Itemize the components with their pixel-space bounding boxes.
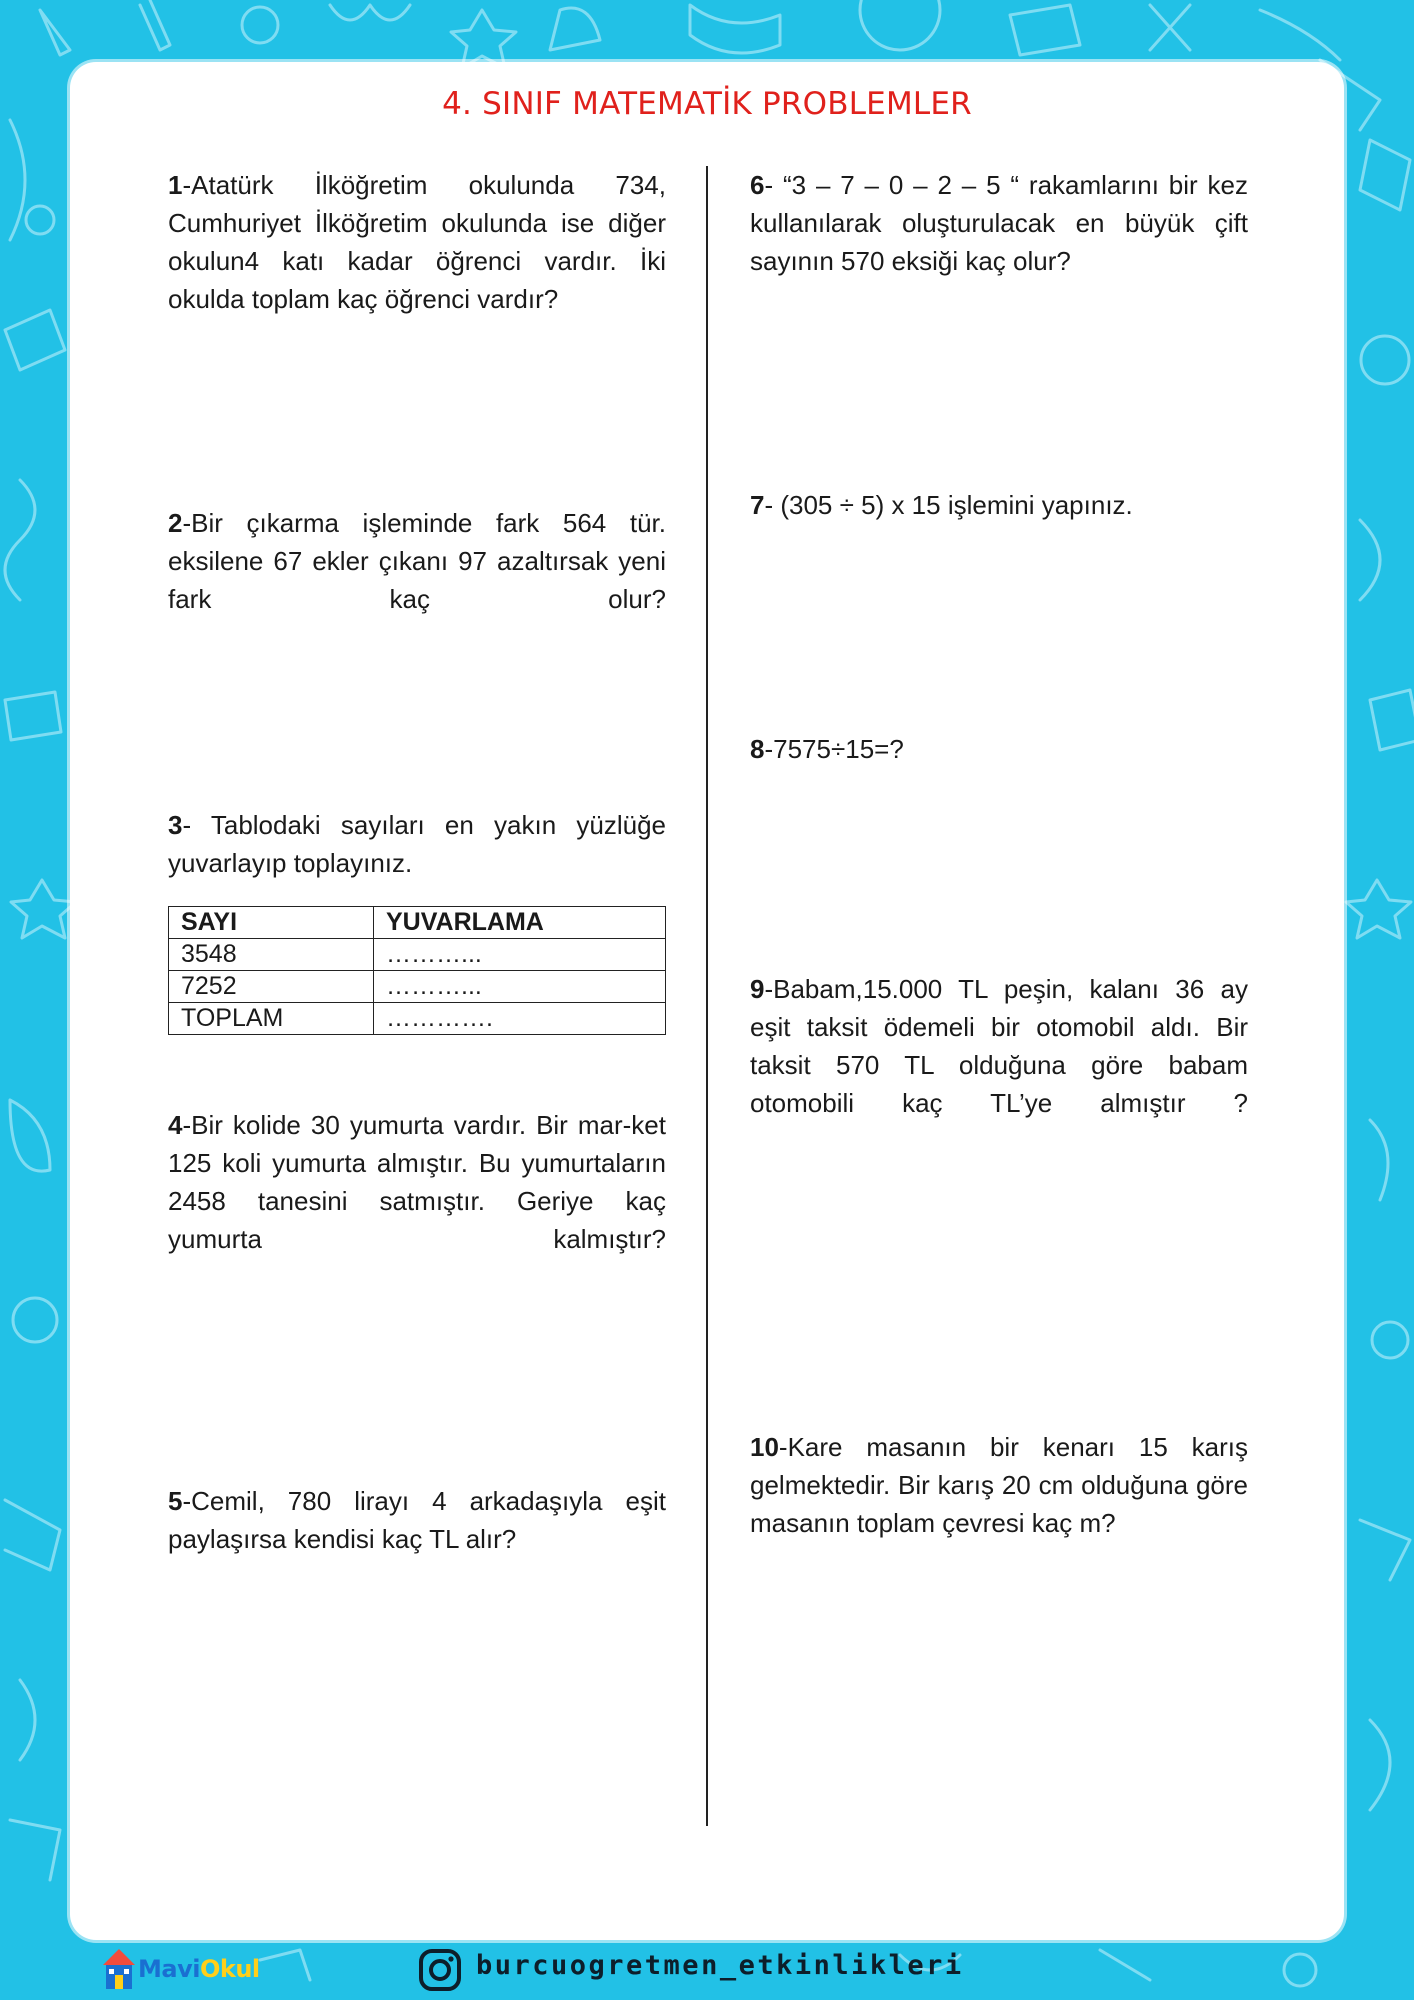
- column-divider: [706, 166, 708, 1826]
- table-header-row: [169, 907, 666, 939]
- question-3: [168, 806, 666, 882]
- question-text: -Bir çıkarma işleminde fark 564 tür. eksilene 67 ekler çıkanı 97 azaltırsak yeni fark kaç olur?: [168, 508, 666, 614]
- logo-text-okul: Okul: [199, 1955, 260, 1983]
- question-number: 3: [168, 810, 183, 840]
- table-row: [169, 1003, 666, 1035]
- table-row: [169, 939, 666, 971]
- question-text: - (305 ÷ 5) x 15 işlemini yapınız.: [764, 490, 1133, 520]
- question-number: 8: [750, 734, 765, 764]
- question-number: 7: [750, 490, 765, 520]
- question-text: -7575÷15=?: [764, 734, 904, 764]
- footer: [0, 1948, 1414, 1994]
- question-text: -Bir kolide 30 yumurta vardır. Bir mar-ket 125 koli yumurta almıştır. Bu yumurtaların 2458 tanesini satmıştır. Geriye kaç yumurta kalmıştır?: [168, 1110, 666, 1254]
- table-cell: ………...: [374, 971, 666, 1003]
- question-text: -Cemil, 780 lirayı 4 arkadaşıyla eşit paylaşırsa kendisi kaç TL alır?: [168, 1486, 666, 1554]
- worksheet-page: [70, 62, 1344, 1940]
- table-cell: ………….: [374, 1003, 666, 1035]
- table-cell: ………...: [374, 939, 666, 971]
- question-number: 10: [750, 1432, 779, 1462]
- question-text: - “3 – 7 – 0 – 2 – 5 “ rakamlarını bir kez kullanılarak oluşturulacak en büyük çift sayının 570 eksiği kaç olur?: [750, 170, 1248, 276]
- question-1: [168, 166, 666, 318]
- question-6: [750, 166, 1248, 280]
- question-text: - Tablodaki sayıları en yakın yüzlüğe yuvarlayıp toplayınız.: [168, 810, 666, 878]
- logo-text-mavi: Mavi: [138, 1955, 200, 1983]
- question-9: [750, 970, 1248, 1122]
- question-text: -Babam,15.000 TL peşin, kalanı 36 ay eşit taksit ödemeli bir otomobil aldı. Bir taksit 570 TL olduğuna göre babam otomobili kaç TL’ye almıştır ?: [750, 974, 1248, 1118]
- instagram-handle: burcuogretmen_etkinlikleri: [476, 1950, 964, 1981]
- question-8: [750, 730, 1248, 768]
- question-text: -Kare masanın bir kenarı 15 karış gelmektedir. Bir karış 20 cm olduğuna göre masanın toplam çevresi kaç m?: [750, 1432, 1248, 1538]
- question-number: 1: [168, 170, 183, 200]
- table-cell: 3548: [169, 939, 374, 971]
- question-7: [750, 486, 1248, 524]
- question-5: [168, 1482, 666, 1558]
- logo-text: [138, 1955, 260, 1983]
- question-number: 9: [750, 974, 765, 1004]
- question-number: 2: [168, 508, 183, 538]
- table-cell: TOPLAM: [169, 1003, 374, 1035]
- question-number: 4: [168, 1110, 183, 1140]
- question-number: 6: [750, 170, 765, 200]
- table-row: [169, 971, 666, 1003]
- rounding-table: [168, 906, 666, 1035]
- question-10: [750, 1428, 1248, 1542]
- question-text: -Atatürk İlköğretim okulunda 734, Cumhuriyet İlköğretim okulunda ise diğer okulun4 katı kadar öğrenci vardır. İki okulda toplam kaç öğrenci vardır?: [168, 170, 666, 314]
- table-header-cell: SAYI: [169, 907, 374, 939]
- question-2: [168, 504, 666, 618]
- mavi-okul-logo: [100, 1943, 260, 1995]
- table-cell: 7252: [169, 971, 374, 1003]
- question-4: [168, 1106, 666, 1258]
- school-house-icon: [100, 1943, 138, 1993]
- instagram-icon: [418, 1948, 462, 1992]
- question-number: 5: [168, 1486, 183, 1516]
- page-title: 4. SINIF MATEMATİK PROBLEMLER: [442, 86, 972, 122]
- table-header-cell: YUVARLAMA: [374, 907, 666, 939]
